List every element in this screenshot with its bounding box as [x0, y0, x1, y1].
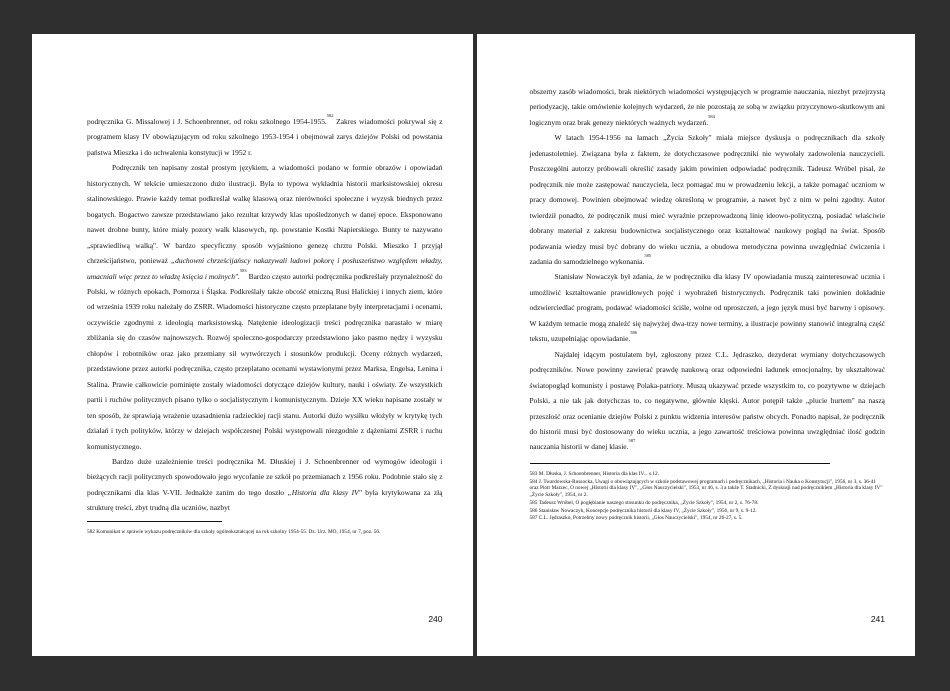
quote: „Historia dla klasy IV": [287, 487, 362, 497]
footnote-ref[interactable]: 587: [628, 438, 636, 444]
footnote: 586 Stanisław Nowaczyk, Koncepcje podręcznika historii dla klasy IV, „Życie Szkoły", 1956, nr 9, s. 9-12.: [529, 507, 757, 514]
footnote: 582 Komunikat w sprawie wykazu podręczników dla szkoły ogólnokształcącej na rok szkolny 1954-55. Dz. Urz. MO, 1954, nr 7, poz. 56.: [87, 528, 381, 535]
footnotes: [87, 529, 443, 536]
footnote-ref[interactable]: 585: [644, 252, 652, 258]
paragraph: Najdalej idącym postulatem był, zgłoszony przez C.L. Jędraszko, dezyderat wymiany dotychczasowych podręczników. Nowe powinny zawierać prawdę naukową oraz odpowiedni ładunek emocjonalny, by ukształtować światopogląd komunisty i postawę Polaka-patrioty. Muszą ukazywać przede wszystkim to, co pozytywne w dziejach Polski, a nie tak jak dotychczas to, co negatywne, głównie klęski. Autor potępił także „plucie hurtem" na naszą przeszłość oraz ocenianie dziejów Polski z punktu widzenia interesów państw obcych. Ponadto napisał, że podręcznik do historii musi być dostosowany do wieku ucznia, a jego zawartość treściowa powinna uwzględniać ilość godzin nauczania historii w danej klasie.$^{587}$: [529, 349, 885, 452]
page-number: 241: [870, 614, 885, 624]
footnote-separator: [87, 521, 222, 522]
paragraph: W latach 1954-1956 na łamach „Życia Szkoły" miała miejsce dyskusja o podręcznikach dla szkoły jedenastoletniej. Związana była z faktem, że dotychczasowe podręczniki nie wywołały zadowolenia nauczycieli. Poszczególni autorzy próbowali określić zasady jakim powinien odpowiadać podręcznik. Tadeusz Wróbel pisał, że podręcznik nie może zastępować nauczyciela, lecz pomagać mu w prowadzeniu lekcji, a także pomagać uczniom w pracy domowej. Powinien obejmować wiedzę określoną w programie, a nawet być z nim w pełni zgodny. Autor twierdził ponadto, że podręcznik musi mieć wyraźnie przeprowadzoną linię ideowo-polityczną, posiadać właściwie dobrany materiał z zakresu budownictwa socjalistycznego oraz kształtować naukowy pogląd na świat. Sposób podawania wiedzy musi być dobrany do wieku ucznia, a obudowa metodyczna powinna uwzględniać ćwiczenia i zadania do samodzielnego wykonania.$^{585}$: [529, 133, 885, 266]
page-right-body: [530, 84, 886, 455]
paragraph: obszerny zasób wiadomości, brak niektórych wiadomości występujących w programie nauczania, niezbyt przejrzystą periodyzację, takie omówienie kolejnych wydarzeń, że nie pozostają ze sobą w związku przyczynowo-skutkowym ani logicznym oraz brak genezy niektórych ważnych wydarzeń.$^{584}$: [529, 87, 885, 127]
footnote: 585 Tadeusz Wróbel, O pogłębianie naszego stosunku do podręcznika, „Życie Szkoły", 1954, nr 2, s. 76-78.: [529, 499, 759, 506]
paragraph: Podręcznik ten napisany został prostym językiem, a wiadomości podano w formie obrazów i opowiadań historycznych. W tekście umieszczono dużo ilustracji. Była to typowa wykładnia historii marksistowskiej okresu stalinowskiego. Prawie każdy temat podkreślał walkę klasową oraz nierówności społeczne i wyzysk biednych przez bogatych. Bogactwo zawsze przedstawiano jako rezultat krzywdy klas upośledzonych w danej epoce. Eksponowano nawet drobne bunty, które miały pozory walk klasowych, np. powstanie Kostki Napierskiego. Bunty te nazywano „sprawiedliwą walką". W bardzo specyficzny sposób wyjaśniono genezę chrztu Polski. Mieszko I przyjął chrześcijaństwo, ponieważ „duchowni chrześcijańscy nakazywali ludowi pokorę i posłuszeństwo względem władzy, umacniali więc przez to władzę księcia i możnych".$^{583}$ Bardzo często autorki podręcznika podkreślały przynależność do Polski, w różnych epokach, Pomorza i Śląska. Podkreślały także obcość etniczną Rusi Halickiej i innych ziem, które od września 1939 roku należały do ZSRR. Wiadomości historyczne często przeplatane były interpretacjami i ocenami, oczywiście zgodnymi z ideologią marksistowską. Natężenie ideologizacji treści podręcznika narastało w miarę zbliżania się do czasów najnowszych. Rozwój społeczno-gospodarczy przedstawiono jako pasmo nędzy i wyzysku chłopów i robotników oraz jako przemiany sił wytwórczych i stosunków produkcji. Oceny różnych wydarzeń, przedstawione przez autorki podręcznika, często przeplatano ocenami wystawionymi przez Marksa, Engelsa, Lenina i Stalina. Prawie całkowicie pominięte zostały wiadomości dotyczące dziejów kultury, nauki i oświaty. Ze wszystkich partii i ruchów politycznych pisano tylko o socjalistycznym i komunistycznym. Dzieje XX wieku napisane zostały w ten sposób, że sprawiają wrażenie uzasadnienia radzieckiej racji stanu. Autorki dużo wysiłku włożyły w krytykę tych działań i tych polityków, którzy w dziejach współczesnej Polski występowali niezgodnie z dążeniami ZSRR i ruchu komunistycznego.: [87, 163, 443, 451]
page-left-body: [87, 114, 443, 516]
page-left: [32, 34, 473, 656]
footnotes: [530, 471, 886, 522]
footnote: 584 J. Twardowska-Russocka, Uwagi o obowiązujących w szkole podstawowej programach i podręcznikach, „Historia i Nauka o Konstytucji", 1956, nr 3, s. 36-41 oraz Piotr Marzec, O nowej „Historii dla klasy IV", „Głos Nauczycielski", 1953, nr 46, s. 3 a także T. Stadnicki, Z dyskusji nad podręcznikiem „Historia dla klasy IV" „Życie Szkoły", 1954, nr 2.: [529, 478, 883, 498]
footnote-ref[interactable]: 582: [326, 113, 334, 118]
footnote-ref[interactable]: 583: [239, 267, 247, 273]
book-spread: [32, 34, 915, 656]
footnote-separator: [530, 463, 830, 464]
footnote-ref[interactable]: 584: [708, 113, 715, 119]
paragraph: Bardzo duże uzależnienie treści podręcznika M. Dłuskiej i J. Schoenbrenner od wymogów ideologii i bieżących racji politycznych spowodowało jego wycofanie ze szkół po przemianach z 1956 roku. Podobnie stało się z podręcznikami dla klas V-VII. Jednakże zanim do tego doszło „Historia dla klasy IV" była krytykowana za złą strukturę treści, zbyt trudną dla uczniów, nazbyt: [87, 456, 443, 513]
quote: „duchowni chrześcijańscy nakazywali ludowi pokorę i posłuszeństwo względem władzy, umacniali więc przez to władzę księcia i możnych".: [87, 256, 443, 281]
page-right: [477, 34, 916, 656]
footnote: 583 M. Dłuska, J. Schoenbrenner, Historia dla klas IV... s.12.: [529, 470, 659, 477]
footnote-ref[interactable]: 586: [630, 330, 638, 336]
paragraph: podręcznika G. Missalowej i J. Schoenbrenner, od roku szkolnego 1954-1955.$^{582}$ Zakres wiadomości pokrywał się z programem klasy IV obowiązującym od roku szkolnego 1953-1954 i obejmował zarys dziejów Polski od powstania państwa Mieszka i do uchwalenia konstytucji w 1952 r.: [87, 113, 443, 157]
page-number: 240: [428, 614, 443, 624]
footnote: 587 C.L. Jędraszko, Potrzebny nowy podręcznik historii, „Głos Nauczycielski", 1954, nr 26-27, s. 5.: [529, 515, 743, 522]
paragraph: Stanisław Nowaczyk był zdania, że w podręczniku dla klasy IV opowiadania muszą zainteresować ucznia i umożliwić kształtowanie prawidłowych pojęć i wyobrażeń historycznych. Podręcznik taki powinien dokładnie odzwierciedlać program, podawać wiadomości ściśle, wolne od uproszczeń, a jego język musi być barwny i opisowy. W każdym temacie mogą znaleźć się najwyżej dwa-trzy nowe terminy, a ilustracje powinny stanowić integralną część tekstu, uzupełniając opowiadanie.$^{586}$: [529, 272, 885, 344]
